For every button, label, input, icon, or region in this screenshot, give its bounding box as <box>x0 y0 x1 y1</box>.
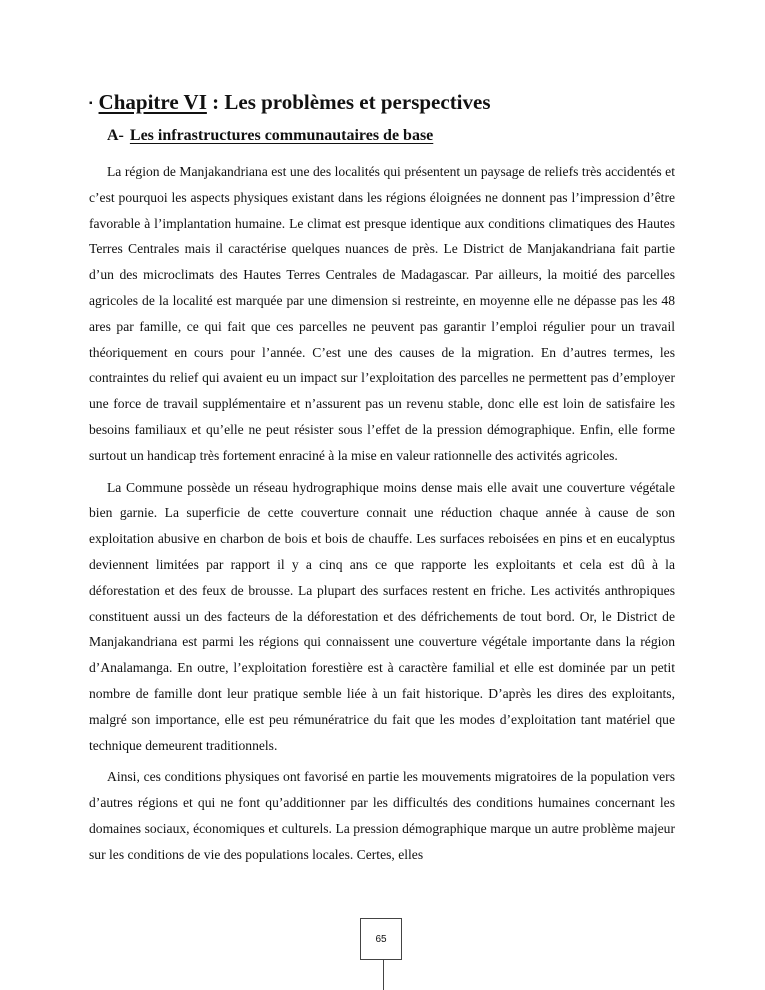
page-number-connector <box>383 960 384 990</box>
paragraph: Ainsi, ces conditions physiques ont favorisé en partie les mouvements migratoires de la population vers d’autres régions et qui ne font qu’additionner par les difficultés des conditions humaines concernant les domaines sociaux, économiques et culturels. La pression démographique marque un autre problème majeur sur les conditions de vie des populations locales. Certes, elles <box>89 769 675 862</box>
square-bullet-icon: ▪ <box>89 98 93 110</box>
page-number: 65 <box>375 933 387 945</box>
section-title: Les infrastructures communautaires de base <box>129 127 434 144</box>
paragraph: La région de Manjakandriana est une des localités qui présentent un paysage de reliefs très accidentés et c’est pourquoi les aspects physiques existant dans les régions éloignées ne donnent pas l’impression d’être favorable à l’implantation humaine. Le climat est presque identique aux conditions climatiques des Hautes Terres Centrales mais il caractérise quelques nuances de près. Le District de Manjakandriana fait partie d’un des microclimats des Hautes Terres Centrales de Madagascar. Par ailleurs, la moitié des parcelles agricoles de la localité est marquée par une dimension si restreinte, en moyenne elle ne dépasse pas les 48 ares par famille, ce qui fait que ces parcelles ne peuvent pas garantir l’emploi régulier pour un travail théoriquement en cours pour l’année. C’est une des causes de la migration. En d’autres termes, les contraintes du relief qui avaient eu un impact sur l’exploitation des parcelles ne permettent pas d’employer une force de travail supplémentaire et n’assurent pas un revenu stable, donc elle est loin de satisfaire les besoins familiaux et qu’elle ne peut résister sous l’effet de la pression démographique. Enfin, elle forme surtout un handicap très fortement enraciné à la mise en valeur rationnelle des activités agricoles. <box>89 164 675 463</box>
body-text <box>89 159 675 874</box>
section-letter: A- <box>107 127 124 144</box>
chapter-heading <box>89 88 491 118</box>
section-heading <box>107 125 433 147</box>
page-number-box <box>360 918 402 960</box>
chapter-title: : Les problèmes et perspectives <box>206 90 491 114</box>
paragraph: La Commune possède un réseau hydrographique moins dense mais elle avait une couverture végétale bien garnie. La superficie de cette couverture connait une réduction chaque année à cause de son exploitation abusive en charbon de bois et bois de chauffe. Les surfaces reboisées en pins et en eucalyptus deviennent limitées par rapport il y a cinq ans ce que rapporte les exploitants et cela est dû à la déforestation et des feux de brousse. La plupart des surfaces restent en friche. Les activités anthropiques constituent aussi un des facteurs de la déforestation et des défrichements de tout bord. Or, le District de Manjakandriana est parmi les régions qui connaissent une couverture végétale importante dans la région d’Analamanga. En outre, l’exploitation forestière est à caractère familial et elle est dominée par un petit nombre de famille dont leur pratique semble liée à un fait historique. D’après les dires des exploitants, malgré son importance, elle est peu rémunératrice du fait que les modes d’exploitation tant matériel que technique demeurent traditionnels. <box>89 479 675 753</box>
chapter-label: Chapitre VI <box>98 90 207 114</box>
